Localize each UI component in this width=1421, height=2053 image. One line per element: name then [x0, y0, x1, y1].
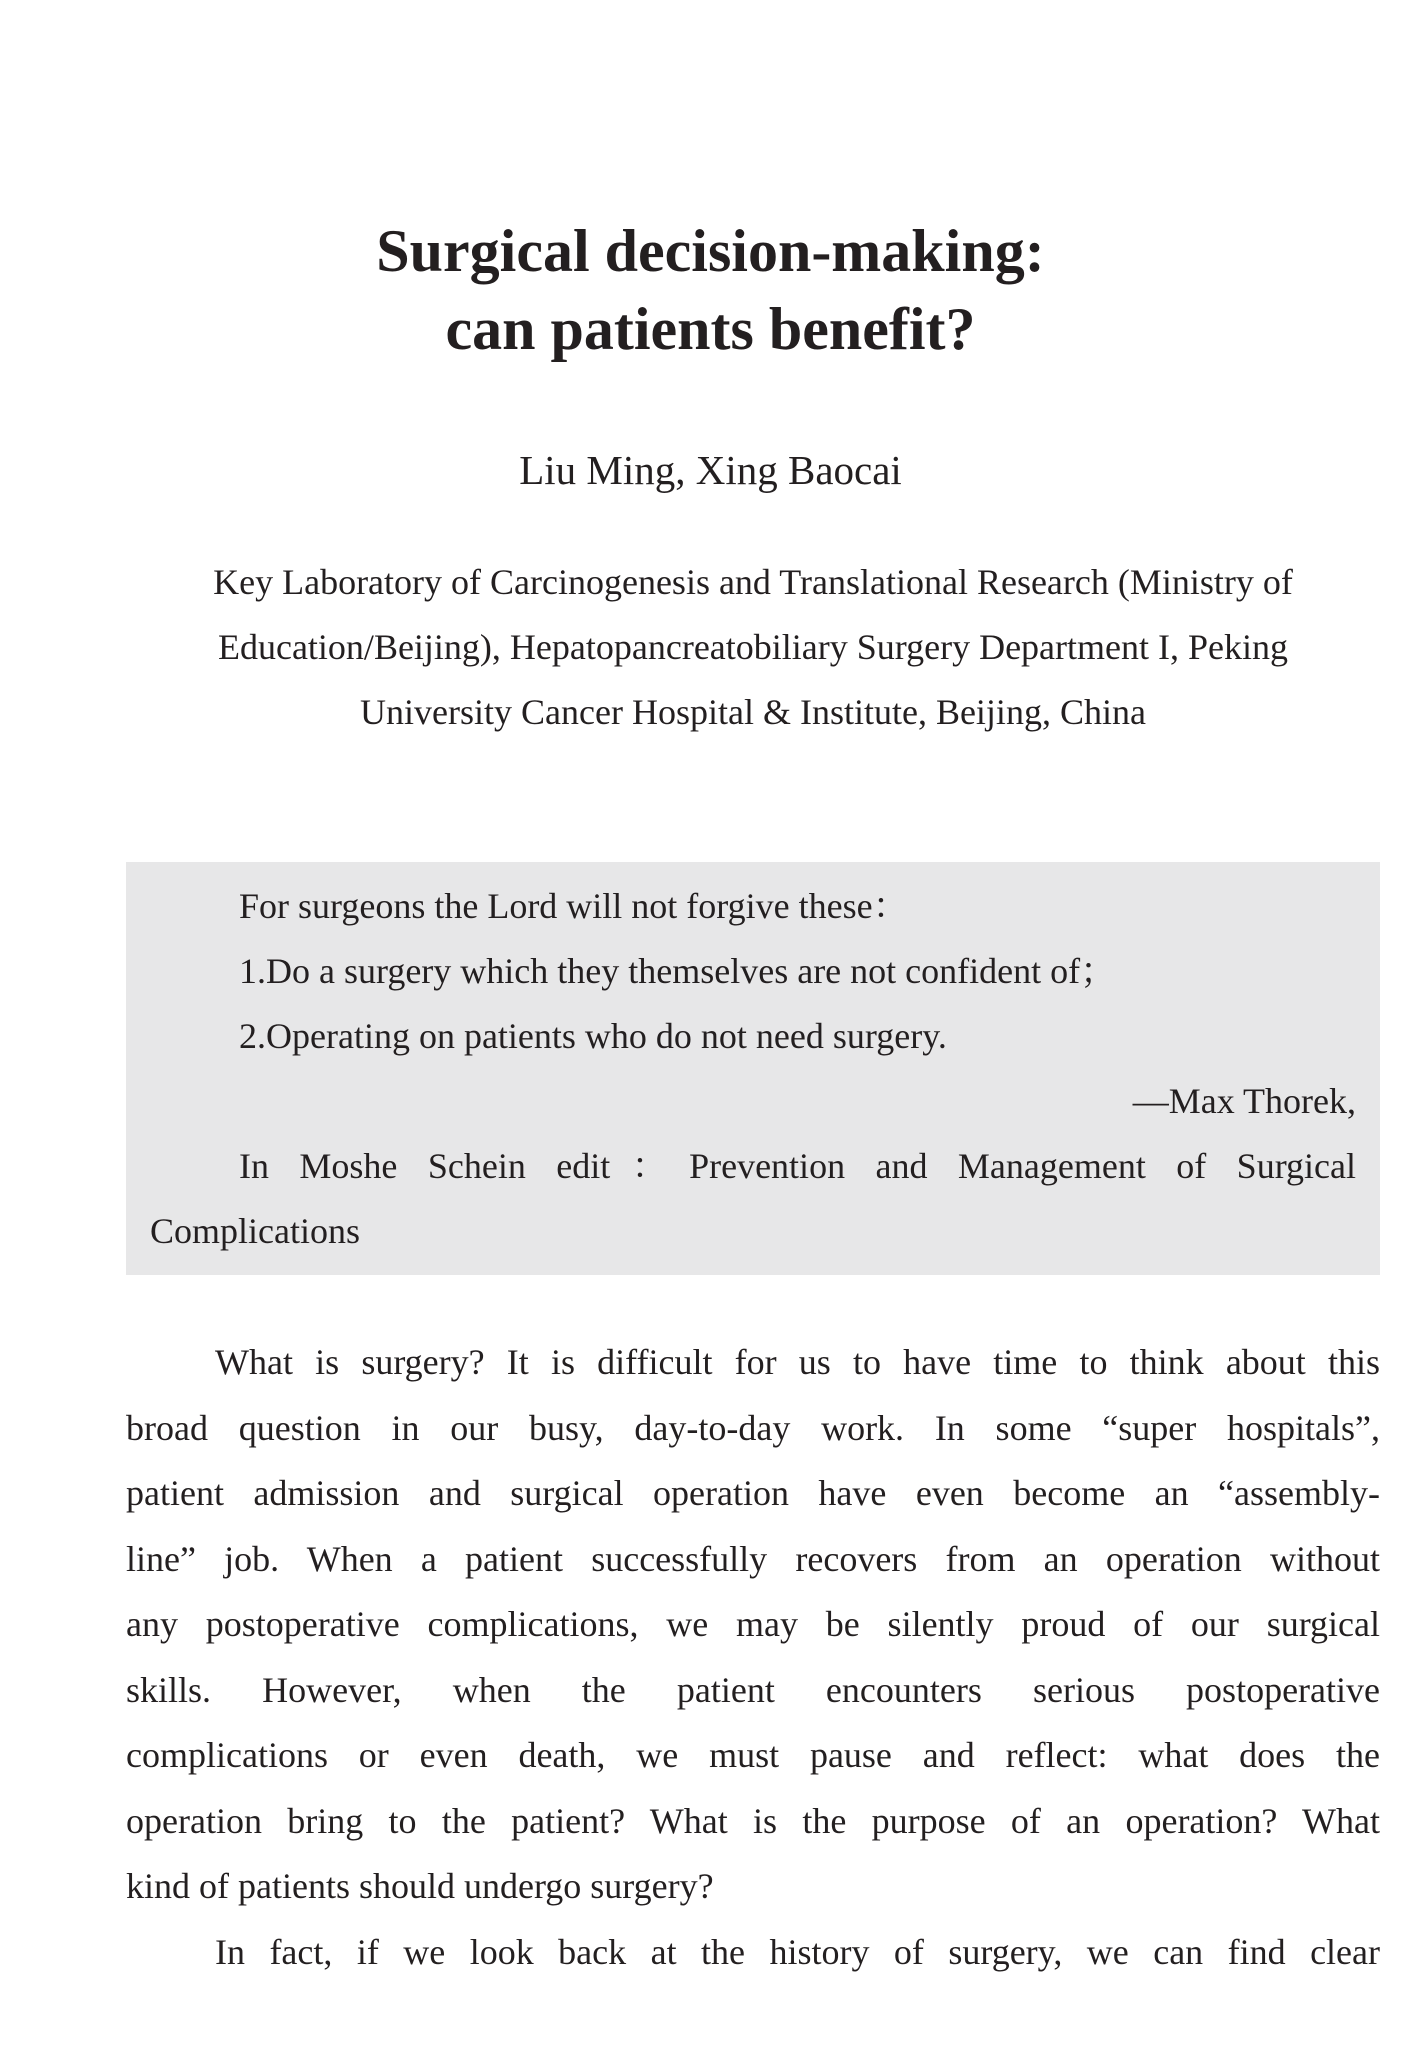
- body-line: kind of patients should undergo surgery?: [126, 1866, 714, 1906]
- body-line: complications or even death, we must pause and reflect: what does the: [126, 1735, 1380, 1775]
- page-title: [0, 212, 1421, 368]
- epigraph-item-1: 1.Do a surgery which they themselves are not confident of；: [239, 951, 1117, 991]
- body-line: any postoperative complications, we may be silently proud of our surgical: [126, 1604, 1380, 1644]
- affiliation-line-1: Key Laboratory of Carcinogenesis and Translational Research (Ministry of: [213, 562, 1293, 602]
- body-line: skills. However, when the patient encounters serious postoperative: [126, 1669, 1380, 1710]
- body-text: [126, 1330, 1380, 1985]
- epigraph-intro: For surgeons the Lord will not forgive these：: [239, 886, 909, 926]
- author-list: Liu Ming, Xing Baocai: [519, 447, 902, 493]
- epigraph-source-line-1: In Moshe Schein edit：Prevention and Management of Surgical: [239, 1146, 1356, 1186]
- body-line: broad question in our busy, day-to-day work. In some “super hospitals”,: [126, 1407, 1380, 1448]
- affiliation-line-3: University Cancer Hospital & Institute, Beijing, China: [360, 692, 1146, 732]
- body-line: What is surgery? It is difficult for us to have time to think about this: [215, 1342, 1380, 1382]
- body-line: operation bring to the patient? What is the purpose of an operation? What: [126, 1800, 1380, 1841]
- epigraph-source-line-2: Complications: [150, 1211, 360, 1251]
- author-affiliation: [126, 550, 1380, 745]
- body-line: patient admission and surgical operation have even become an “assembly-: [126, 1473, 1380, 1513]
- epigraph-attribution: —Max Thorek,: [1132, 1081, 1356, 1121]
- title-line-2: can patients benefit?: [445, 296, 976, 362]
- body-line: In fact, if we look back at the history of surgery, we can find clear: [215, 1931, 1380, 1972]
- title-line-1: Surgical decision-making:: [376, 218, 1045, 284]
- body-line: line” job. When a patient successfully recovers from an operation without: [126, 1538, 1380, 1579]
- affiliation-line-2: Education/Beijing), Hepatopancreatobiliary Surgery Department I, Peking: [217, 627, 1288, 667]
- epigraph-item-2: 2.Operating on patients who do not need surgery.: [239, 1016, 947, 1056]
- epigraph-box: [126, 862, 1380, 1275]
